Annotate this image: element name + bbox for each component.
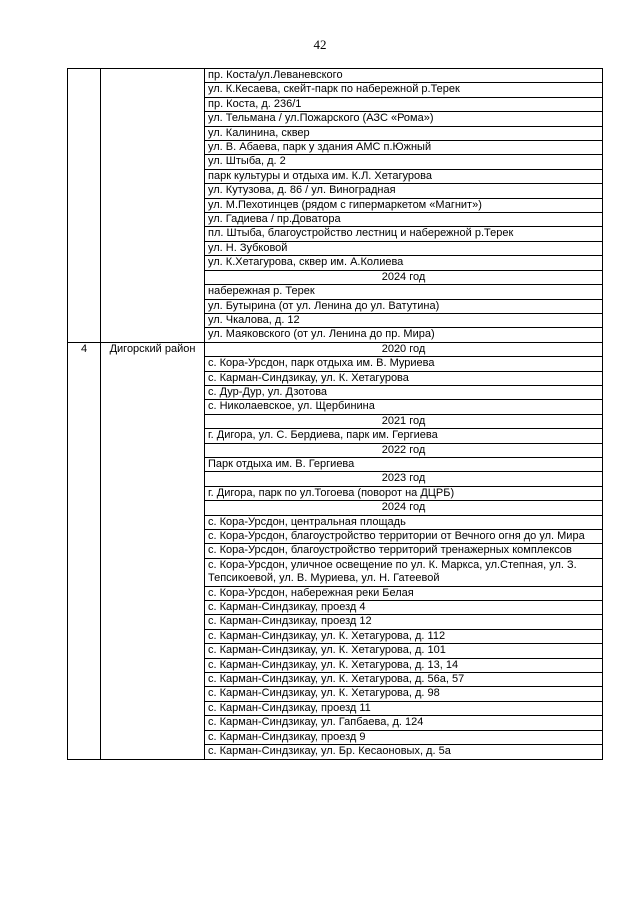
object-address: с. Карман-Синдзикау, проезд 4 <box>205 601 603 615</box>
object-address: с. Кора-Урсдон, набережная реки Белая <box>205 586 603 600</box>
row-number-cell <box>68 69 101 343</box>
object-address: с. Кора-Урсдон, центральная площадь <box>205 515 603 529</box>
year-heading: 2024 год <box>205 270 603 284</box>
object-address: парк культуры и отдыха им. К.Л. Хетагурова <box>205 169 603 183</box>
object-address: с. Кора-Урсдон, уличное освещение по ул. К. Маркса, ул.Степная, ул. З. Тепсикоевой, ул. В. Муриева, ул. Н. Гатеевой <box>205 558 603 586</box>
object-address: с. Карман-Синдзикау, ул. К. Хетагурова, д. 101 <box>205 644 603 658</box>
object-address: пр. Коста, д. 236/1 <box>205 97 603 111</box>
object-address: пл. Штыба, благоустройство лестниц и набережной р.Терек <box>205 227 603 241</box>
object-address: с. Карман-Синдзикау, ул. К. Хетагурова, д. 13, 14 <box>205 658 603 672</box>
row-number-cell: 4 <box>68 342 101 759</box>
object-address: ул. Тельмана / ул.Пожарского (АЗС «Рома») <box>205 112 603 126</box>
object-address: г. Дигора, ул. С. Бердиева, парк им. Гергиева <box>205 429 603 443</box>
object-address: с. Карман-Синдзикау, проезд 9 <box>205 730 603 744</box>
object-address: с. Карман-Синдзикау, ул. К. Хетагурова <box>205 371 603 385</box>
object-address: ул. Маяковского (от ул. Ленина до пр. Мира) <box>205 328 603 342</box>
object-address: ул. Гадиева / пр.Доватора <box>205 213 603 227</box>
object-address: ул. Калинина, сквер <box>205 126 603 140</box>
object-address: с. Кора-Урсдон, парк отдыха им. В. Муриева <box>205 357 603 371</box>
district-cell <box>101 69 205 343</box>
year-heading: 2023 год <box>205 472 603 486</box>
object-address: с. Николаевское, ул. Щербинина <box>205 400 603 414</box>
year-heading: 2021 год <box>205 414 603 428</box>
object-address: с. Карман-Синдзикау, проезд 11 <box>205 701 603 715</box>
object-address: ул. Н. Зубковой <box>205 241 603 255</box>
object-address: с. Кора-Урсдон, благоустройство территории от Вечного огня до ул. Мира <box>205 530 603 544</box>
object-address: с. Карман-Синдзикау, ул. К. Хетагурова, д. 56а, 57 <box>205 673 603 687</box>
object-address: ул. Чкалова, д. 12 <box>205 313 603 327</box>
object-address: с. Карман-Синдзикау, ул. Бр. Кесаоновых, д. 5а <box>205 745 603 759</box>
table-row <box>68 342 603 356</box>
table-row <box>68 69 603 83</box>
object-address: с. Карман-Синдзикау, ул. К. Хетагурова, д. 112 <box>205 629 603 643</box>
object-address: с. Кора-Урсдон, благоустройство территорий тренажерных комплексов <box>205 544 603 558</box>
table-body <box>68 69 603 760</box>
object-address: с. Карман-Синдзикау, ул. Гапбаева, д. 124 <box>205 716 603 730</box>
object-address: г. Дигора, парк по ул.Тогоева (поворот на ДЦРБ) <box>205 486 603 500</box>
district-cell: Дигорский район <box>101 342 205 759</box>
object-address: с. Дур-Дур, ул. Дзотова <box>205 385 603 399</box>
page-number: 42 <box>313 37 327 52</box>
object-address: ул. В. Абаева, парк у здания АМС п.Южный <box>205 141 603 155</box>
object-address: ул. Кутузова, д. 86 / ул. Виноградная <box>205 184 603 198</box>
object-address: с. Карман-Синдзикау, ул. К. Хетагурова, д. 98 <box>205 687 603 701</box>
object-address: ул. К.Кесаева, скейт-парк по набережной р.Терек <box>205 83 603 97</box>
object-address: пр. Коста/ул.Леваневского <box>205 69 603 83</box>
object-address: набережная р. Терек <box>205 285 603 299</box>
year-heading: 2024 год <box>205 501 603 515</box>
object-address: Парк отдыха им. В. Гергиева <box>205 457 603 471</box>
objects-table <box>67 68 603 760</box>
year-heading: 2020 год <box>205 342 603 356</box>
object-address: ул. К.Хетагурова, сквер им. А.Колиева <box>205 256 603 270</box>
object-address: ул. М.Пехотинцев (рядом с гипермаркетом «Магнит») <box>205 198 603 212</box>
year-heading: 2022 год <box>205 443 603 457</box>
object-address: ул. Штыба, д. 2 <box>205 155 603 169</box>
object-address: ул. Бутырина (от ул. Ленина до ул. Ватутина) <box>205 299 603 313</box>
object-address: с. Карман-Синдзикау, проезд 12 <box>205 615 603 629</box>
